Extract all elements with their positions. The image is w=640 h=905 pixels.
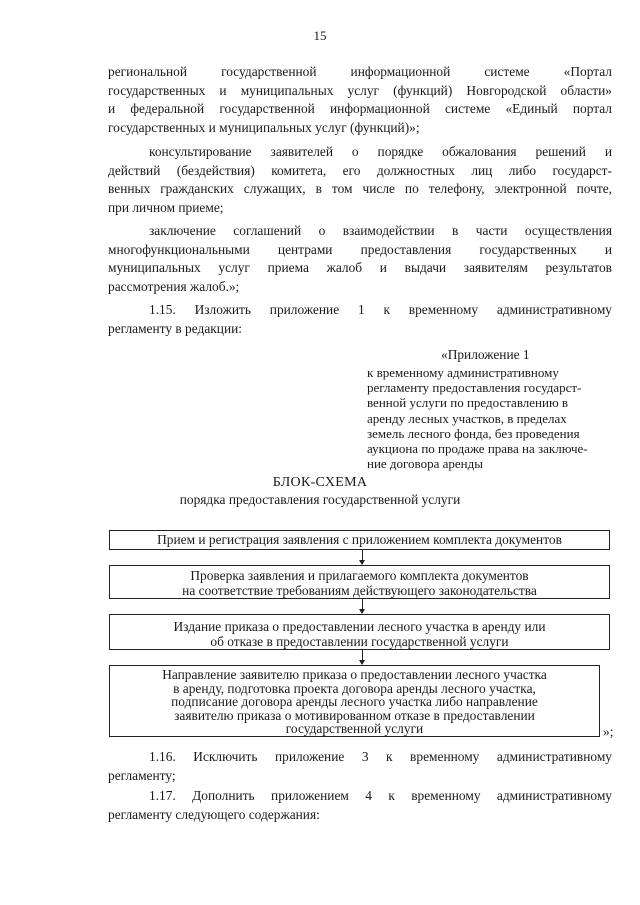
scheme-subtitle: порядка предоставления государственной услуги bbox=[179, 492, 461, 507]
text-line: регламенту следующего содержания: bbox=[108, 806, 320, 822]
flow-step-order bbox=[109, 614, 610, 650]
flow-step-notification bbox=[109, 665, 600, 737]
flow-step-text: Прием и регистрация заявления с приложением комплекта документов bbox=[157, 532, 562, 547]
flow-step-text: Издание приказа о предоставлении лесного участка в аренду или bbox=[173, 619, 546, 634]
flow-step-text: в аренду, подготовка проекта договора аренды лесного участка, bbox=[173, 680, 536, 696]
text-line: 1.15. Изложить приложение 1 к временному административному bbox=[149, 302, 612, 317]
flow-step-text: заявителю приказа о мотивированном отказе в предоставлении bbox=[174, 707, 535, 723]
flow-step-reception bbox=[109, 530, 610, 550]
text-line: венных гражданских служащих, в том числе по телефону, электронной почте, bbox=[108, 181, 612, 196]
text-line: региональной государственной информационной системе «Портал bbox=[108, 64, 612, 79]
flow-step-text: об отказе в предоставлении государственной услуги bbox=[210, 634, 509, 650]
flow-arrow bbox=[362, 550, 363, 564]
text-line: аукциона по продаже права на заключе- bbox=[367, 441, 588, 457]
flow-step-text: подписание договора аренды лесного участка либо направление bbox=[171, 694, 538, 710]
text-line: и федеральной государственной информационной системе «Единый портал bbox=[108, 101, 612, 116]
text-line: аренду лесных участков, в пределах bbox=[367, 410, 567, 426]
appendix-caption bbox=[367, 365, 617, 471]
text-line: 1.16. Исключить приложение 3 к временному административному bbox=[149, 749, 612, 764]
text-line: регламенту в редакции: bbox=[108, 320, 242, 336]
paragraph-consulting bbox=[108, 143, 612, 217]
flow-step-text: на соответствие требованиям действующего законодательства bbox=[182, 583, 537, 599]
flow-step-text: государственной услуги bbox=[285, 721, 424, 737]
text-line: консультирование заявителей о порядке обжалования решений и bbox=[149, 144, 612, 159]
flow-step-text: Направление заявителю приказа о предоставлении лесного участка bbox=[162, 667, 547, 682]
text-line: к временному административному bbox=[367, 365, 559, 380]
text-line: действий (бездействия) комитета, его должностных лиц либо государст- bbox=[108, 162, 612, 178]
flow-step-verification bbox=[109, 565, 610, 599]
text-line: земель лесного фонда, без проведения bbox=[367, 425, 580, 441]
text-line: регламенту предоставления государст- bbox=[367, 380, 582, 396]
paragraph-portal bbox=[108, 63, 612, 137]
text-line: многофункциональными центрами предоставления государственных и bbox=[108, 241, 612, 257]
flow-step-text: Проверка заявления и прилагаемого комплекта документов bbox=[190, 568, 529, 583]
text-line: регламенту; bbox=[108, 767, 176, 783]
flow-arrow bbox=[362, 599, 363, 613]
flow-arrow bbox=[362, 650, 363, 664]
paragraph-1-17 bbox=[108, 787, 612, 824]
text-line: государственных и муниципальных услуг (функций)»; bbox=[108, 119, 420, 135]
text-line: рассмотрения жалоб.»; bbox=[108, 278, 240, 294]
paragraph-1-16 bbox=[108, 748, 612, 785]
text-line: при личном приеме; bbox=[108, 199, 224, 215]
paragraph-1-15 bbox=[108, 301, 612, 338]
text-line: муниципальных услуг приема жалоб и выдачи заявителям результатов bbox=[108, 260, 612, 275]
closing-quote: »; bbox=[603, 724, 614, 739]
text-line: ние договора аренды bbox=[367, 456, 483, 472]
text-line: заключение соглашений о взаимодействии в части осуществления bbox=[149, 223, 612, 238]
text-line: венной услуги по предоставлению в bbox=[367, 395, 569, 411]
page-number: 15 bbox=[313, 28, 327, 43]
text-line: 1.17. Дополнить приложением 4 к временному административному bbox=[149, 788, 612, 803]
scheme-title: БЛОК-СХЕМА bbox=[272, 475, 368, 490]
paragraph-agreements bbox=[108, 222, 612, 296]
appendix-heading: «Приложение 1 bbox=[441, 347, 530, 362]
text-line: государственных и муниципальных услуг (функций) Новгородской области» bbox=[108, 82, 612, 98]
